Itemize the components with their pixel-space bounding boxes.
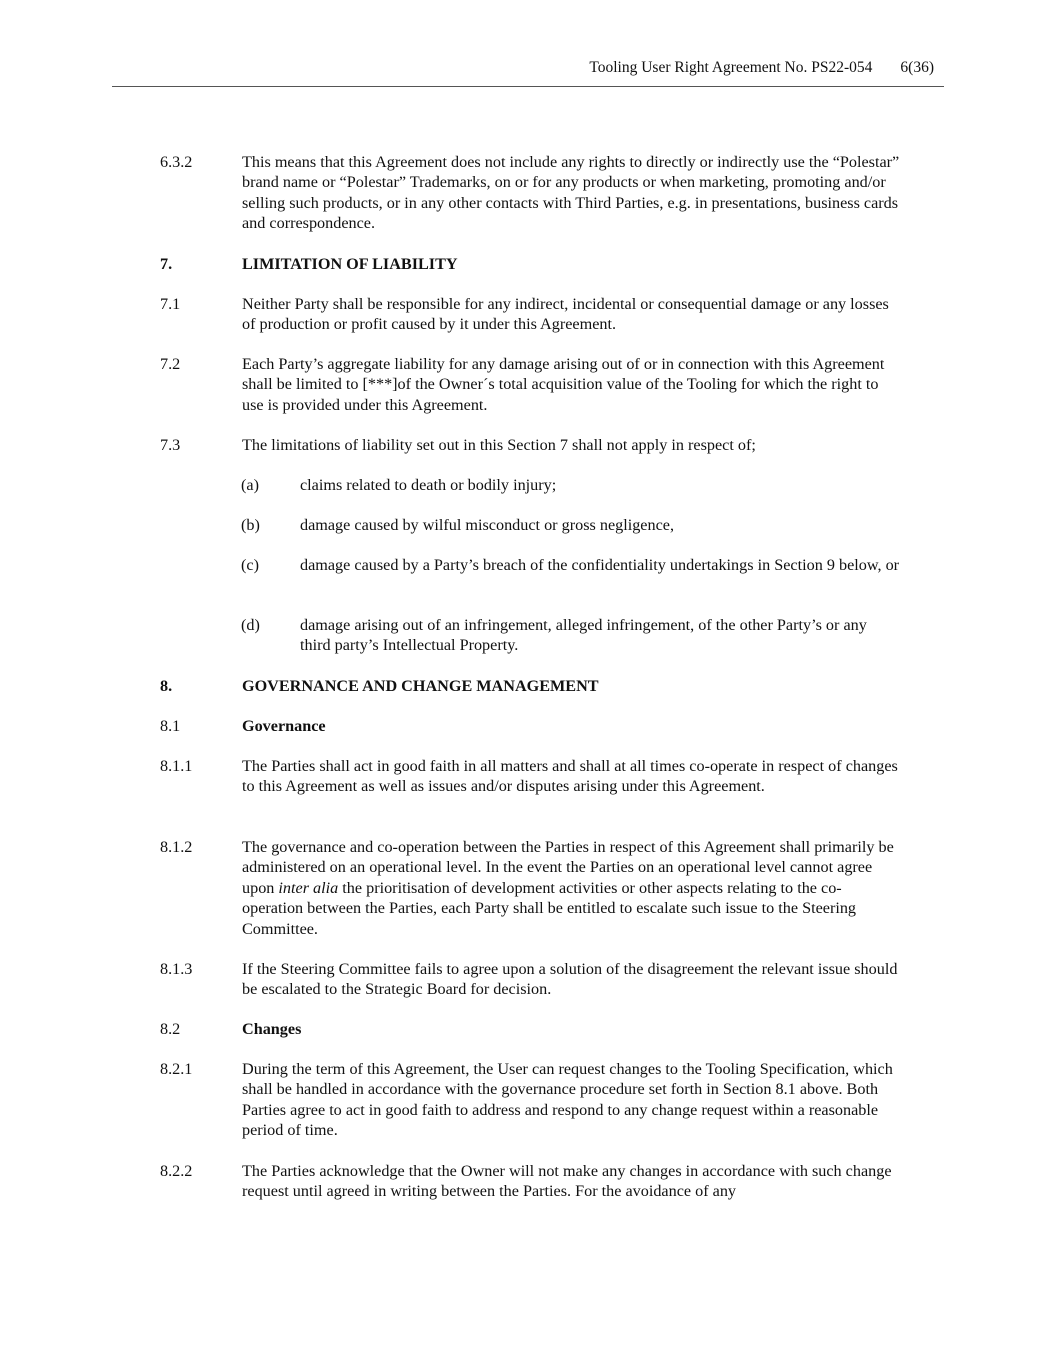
item-letter: (b) bbox=[241, 516, 260, 534]
header-text bbox=[589, 59, 934, 77]
clause-8-2 bbox=[160, 1019, 900, 1039]
clause-number: 8.1.2 bbox=[160, 838, 193, 856]
clause-7-3-b bbox=[241, 515, 901, 535]
clause-number: 8.2.2 bbox=[160, 1162, 193, 1180]
section-number: 7. bbox=[160, 255, 173, 273]
clause-text bbox=[242, 837, 900, 939]
clause-text-part-1: The governance and co-operation between the Parties in respect of this Agreement shall primarily be administered on an operational level. In the event the Parties on an operational level cannot agree upon bbox=[242, 838, 894, 897]
clause-text: This means that this Agreement does not include any rights to directly or indirectly use the “Polestar” brand name or “Polestar” Trademarks, on or for any products or when marketing, promoting and/or selling such products, or in any other contacts with Third Parties, e.g. in presentations, business cards and correspondence. bbox=[242, 153, 900, 233]
section-title: GOVERNANCE AND CHANGE MANAGEMENT bbox=[242, 677, 599, 695]
clause-number: 7.1 bbox=[160, 295, 181, 313]
clause-number: 7.3 bbox=[160, 436, 181, 454]
item-letter: (d) bbox=[241, 616, 260, 634]
item-text: claims related to death or bodily injury; bbox=[300, 476, 557, 494]
clause-6-3-2 bbox=[160, 152, 900, 234]
clause-text-italic: inter alia bbox=[278, 878, 339, 897]
clause-7-1 bbox=[160, 294, 900, 335]
section-title: LIMITATION OF LIABILITY bbox=[242, 255, 458, 273]
clause-text: Neither Party shall be responsible for any indirect, incidental or consequential damage or any losses of production or profit caused by it under this Agreement. bbox=[242, 295, 889, 334]
item-letter: (a) bbox=[241, 476, 259, 494]
clause-text: The Parties shall act in good faith in all matters and shall at all times co-operate in respect of changes to this Agreement as well as issues and/or disputes arising under this Agreement. bbox=[242, 757, 898, 796]
clause-heading: Changes bbox=[242, 1020, 302, 1038]
clause-8-2-2 bbox=[160, 1161, 900, 1202]
clause-text: During the term of this Agreement, the User can request changes to the Tooling Specification, which shall be handled in accordance with the governance procedure set forth in Section 8.1 above. Both Parties agree to act in good faith to address and respond to any change request within a reasonable period of time. bbox=[242, 1060, 893, 1140]
clause-number: 8.1.3 bbox=[160, 960, 193, 978]
clause-8-1 bbox=[160, 716, 900, 736]
clause-number: 8.1.1 bbox=[160, 757, 193, 775]
document-title: Tooling User Right Agreement No. PS22-054 bbox=[589, 59, 873, 76]
clause-7-3 bbox=[160, 435, 900, 455]
clause-8-2-1 bbox=[160, 1059, 900, 1141]
clause-number: 8.2 bbox=[160, 1020, 181, 1038]
clause-8-1-2 bbox=[160, 837, 900, 939]
clause-text: Each Party’s aggregate liability for any damage arising out of or in connection with this Agreement shall be limited to [***]of the Owner´s total acquisition value of the Tooling for which the right to use is provided under this Agreement. bbox=[242, 355, 885, 414]
item-text: damage caused by wilful misconduct or gross negligence, bbox=[300, 516, 675, 534]
page-number: 6(36) bbox=[900, 59, 934, 76]
clause-8-1-1 bbox=[160, 756, 900, 797]
clause-7-2 bbox=[160, 354, 900, 415]
page-header bbox=[112, 0, 944, 87]
section-number: 8. bbox=[160, 677, 173, 695]
clause-text-part-2: the prioritisation of development activities or other aspects relating to the co-operation between the Parties, each Party shall be entitled to escalate such issue to the Steering Committee. bbox=[242, 878, 857, 938]
clause-8-1-3 bbox=[160, 959, 900, 1000]
section-8-heading bbox=[160, 676, 900, 696]
item-text: damage caused by a Party’s breach of the confidentiality undertakings in Section 9 below, or bbox=[300, 556, 900, 574]
clause-number: 7.2 bbox=[160, 355, 181, 373]
item-text: damage arising out of an infringement, alleged infringement, of the other Party’s or any third party’s Intellectual Property. bbox=[300, 616, 867, 655]
clause-text: The Parties acknowledge that the Owner will not make any changes in accordance with such change request until agreed in writing between the Parties. For the avoidance of any bbox=[242, 1162, 892, 1201]
clause-number: 8.2.1 bbox=[160, 1060, 193, 1078]
clause-number: 6.3.2 bbox=[160, 153, 193, 171]
clause-number: 8.1 bbox=[160, 717, 181, 735]
item-letter: (c) bbox=[241, 556, 259, 574]
clause-text: If the Steering Committee fails to agree upon a solution of the disagreement the relevant issue should be escalated to the Strategic Board for decision. bbox=[242, 960, 898, 999]
section-7-heading bbox=[160, 254, 900, 274]
clause-text: The limitations of liability set out in this Section 7 shall not apply in respect of; bbox=[242, 436, 756, 454]
clause-7-3-a bbox=[241, 475, 901, 495]
clause-7-3-d bbox=[241, 615, 901, 656]
clause-7-3-c bbox=[241, 555, 901, 575]
clause-heading: Governance bbox=[242, 717, 326, 735]
